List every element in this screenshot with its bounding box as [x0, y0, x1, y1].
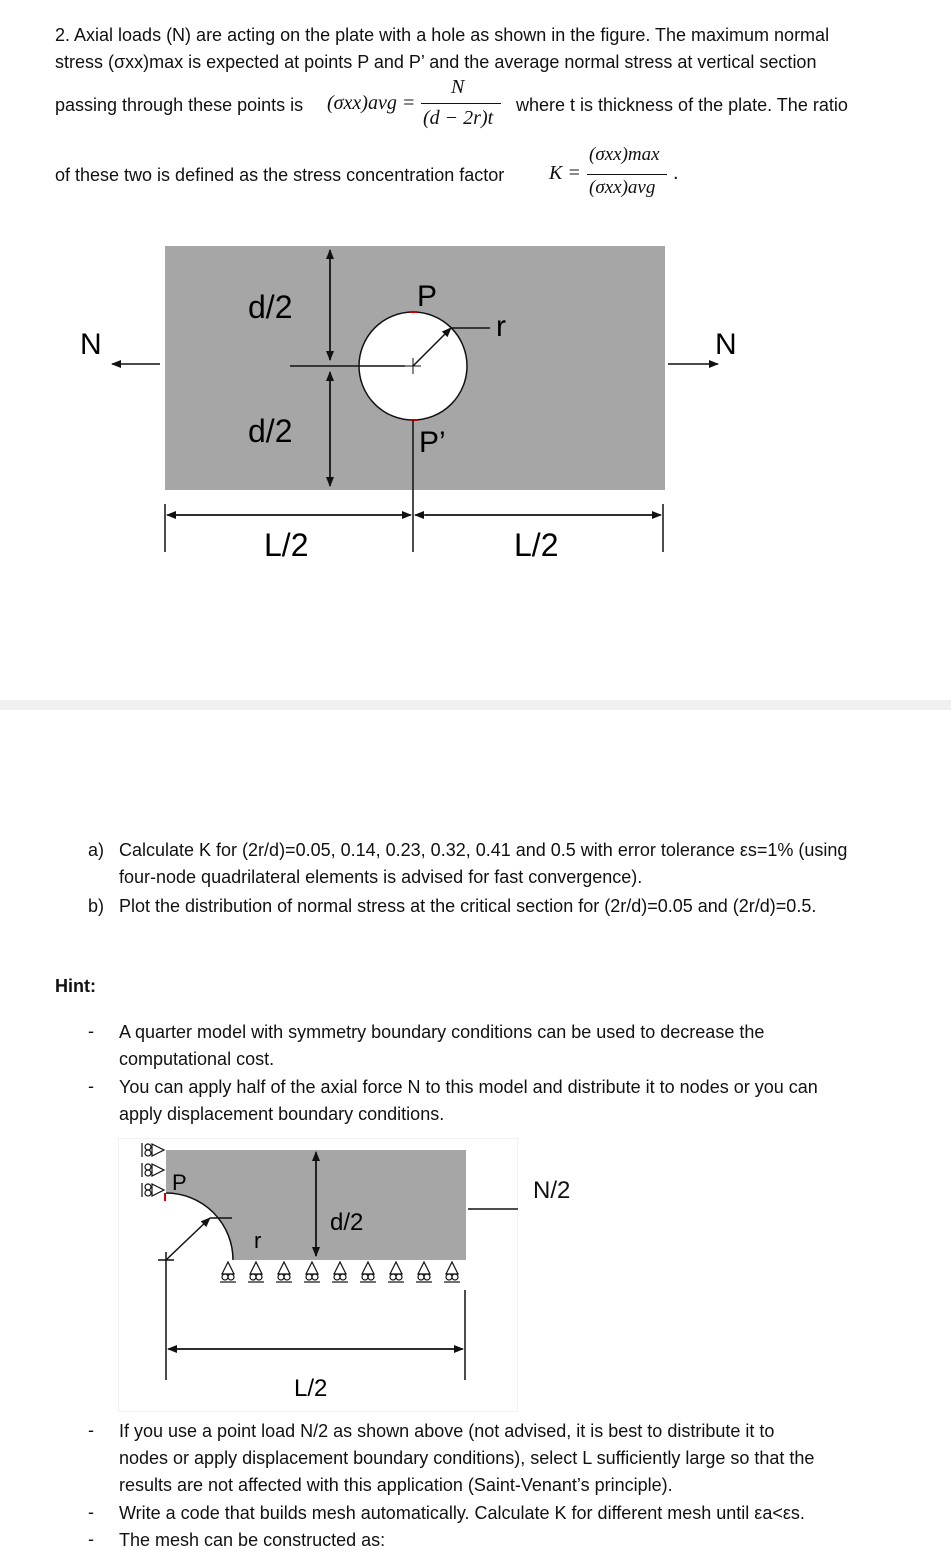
- task-b-line-1: Plot the distribution of normal stress at the critical section for (2r/d)=0.05 and (2r/d)=0.5.: [119, 896, 817, 916]
- bottom-roller-supports: [220, 1262, 460, 1282]
- label-r: r: [496, 310, 506, 343]
- eq-avg-den: (d − 2r)t: [423, 107, 494, 129]
- problem-line-2: stress (σxx)max is expected at points P and P’ and the average normal stress at vertical section: [55, 52, 817, 72]
- task-b-marker: b): [88, 896, 105, 916]
- hint-2-line-2: apply displacement boundary conditions.: [119, 1104, 445, 1124]
- eq-k-num: (σxx)max: [589, 144, 660, 165]
- task-a-marker: a): [88, 840, 105, 860]
- eq-avg-lhs: (σxx)avg =: [327, 92, 416, 114]
- label-N2-quarter: N/2: [533, 1177, 571, 1204]
- radius-arrow-quarter: [166, 1218, 210, 1260]
- problem-line-1: 2. Axial loads (N) are acting on the plate with a hole as shown in the figure. The maximum normal: [55, 25, 830, 45]
- hint-2-line-1: You can apply half of the axial force N to this model and distribute it to nodes or you can: [119, 1077, 818, 1097]
- equation-average-stress: [327, 76, 507, 136]
- label-d2-quarter: d/2: [330, 1209, 364, 1236]
- hint-3-line-2: nodes or apply displacement boundary conditions), select L sufficiently large so that the: [119, 1448, 815, 1468]
- label-N-left: N: [80, 328, 102, 361]
- hint-1-line-2: computational cost.: [119, 1049, 275, 1069]
- label-L2-quarter: L/2: [294, 1375, 328, 1402]
- label-N-right: N: [715, 328, 737, 361]
- quarter-model-figure: [118, 1138, 518, 1412]
- eq-k-lhs: K =: [549, 162, 581, 184]
- eq-k-den: (σxx)avg: [589, 177, 656, 198]
- eq-avg-fraction-bar: [421, 103, 501, 104]
- hint-title: Hint:: [55, 976, 96, 996]
- label-L2-left: L/2: [264, 527, 309, 563]
- label-d2-top: d/2: [248, 289, 293, 325]
- label-P-prime: P’: [419, 426, 446, 459]
- hint-3-line-3: results are not affected with this application (Saint-Venant’s principle).: [119, 1475, 673, 1495]
- label-P: P: [417, 280, 438, 313]
- hint-3-line-1: If you use a point load N/2 as shown above (not advised, it is best to distribute it to: [119, 1421, 775, 1441]
- task-a-line-2: four-node quadrilateral elements is advised for fast convergence).: [119, 867, 643, 887]
- label-P-quarter: P: [172, 1170, 187, 1195]
- label-d2-bottom: d/2: [248, 413, 293, 449]
- problem-line-3-pre: passing through these points is: [55, 95, 304, 115]
- problem-line-3-post: where t is thickness of the plate. The ratio: [516, 95, 848, 115]
- problem-line-4-pre: of these two is defined as the stress concentration factor: [55, 165, 505, 185]
- left-roller-supports: [142, 1143, 164, 1197]
- label-L2-right: L/2: [514, 527, 559, 563]
- eq-avg-num: N: [451, 76, 465, 98]
- label-r-quarter: r: [254, 1228, 262, 1253]
- hint-1-line-1: A quarter model with symmetry boundary conditions can be used to decrease the: [119, 1022, 765, 1042]
- page-separator: [0, 700, 951, 710]
- equation-k: K = (σxx)max (σxx)avg .: [549, 144, 679, 198]
- hint-4-line-1: Write a code that builds mesh automatically. Calculate K for different mesh until εa<εs.: [119, 1503, 805, 1523]
- eq-k-fraction-bar: [587, 174, 667, 175]
- task-a-line-1: Calculate K for (2r/d)=0.05, 0.14, 0.23, 0.32, 0.41 and 0.5 with error tolerance εs=1% (using: [119, 840, 848, 860]
- plate-with-hole-figure: [0, 230, 951, 570]
- hint-5-line-1: The mesh can be constructed as:: [119, 1530, 386, 1550]
